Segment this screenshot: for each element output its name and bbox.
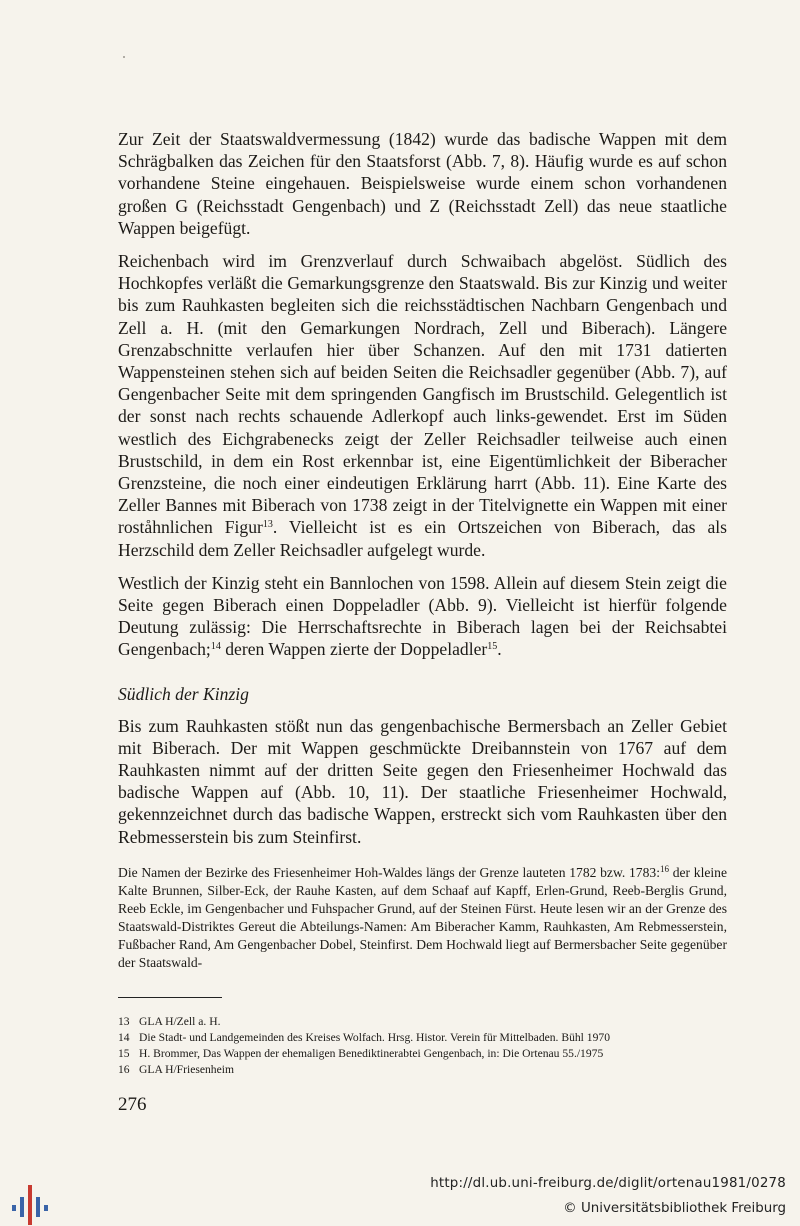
page-number: 276: [118, 1094, 147, 1115]
footnote-text: GLA H/Zell a. H.: [139, 1015, 221, 1028]
footnote-number: 13: [118, 1015, 130, 1028]
small-paragraph-text-b: der kleine Kalte Brunnen, Silber-Eck, der Rauhe Kasten, auf dem Schaaf auf Kapff, Erlen-Grund, Reeb-Berglis Grund, Reeb Eckle, im Gengenbacher und Fuhspacher Grund, auf der Steinen Fürst. Heute lesen wir an der Grenze des Staatswald-Distriktes Gereut die Abteilungs-Namen: Am Biberacher Kamm, Rauhkasten, Am Rebmesserstein, Fußbacher Rand, Am Gengenbacher Dobel, Steinfirst. Dem Hochwald liegt auf Bermersbacher Seite gegenüber der Staatswald-: [118, 864, 727, 970]
section-paragraph: Bis zum Rauhkasten stößt nun das gengenbachische Bermersbach an Zeller Gebiet mit Biberach. Der mit Wappen geschmückte Dreibannstein von 1767 auf dem Rauhkasten nimmt auf der dritten Seite gegen den Friesenheimer Hochwald das badische Wappen auf (Abb. 10, 11). Der staatliche Friesenheimer Hochwald, gekennzeichnet durch das badische Wappen, erstreckt sich vom Rauhkasten über den Rebmesserstein bis zum Steinfirst.: [118, 715, 727, 847]
paragraph-3-text-a: Westlich der Kinzig steht ein Bannlochen von 1598. Allein auf diesem Stein zeigt die Seite gegen Biberach einen Doppeladler (Abb. 9). Vielleicht ist hierfür folgende Deutung zulässig: Die Herrschaftsrechte in Biberach lagen bei der Reichsabtei Gengenbach;: [118, 572, 727, 660]
footnote-number: 14: [118, 1031, 130, 1044]
footnote-14: [118, 1030, 738, 1046]
page-body: [118, 128, 727, 972]
footnote-13: [118, 1014, 738, 1030]
paragraph-1: Zur Zeit der Staatswaldvermessung (1842) wurde das badische Wappen mit dem Schrägbalken das Zeichen für den Staatsforst (Abb. 7, 8). Häufig wurde es auf schon vorhandene Steine eingehauen. Beispielsweise wurde einem schon vorhandenen großen G (Reichsstadt Gengenbach) und Z (Reichsstadt Zell) das neue staatliche Wappen beigefügt.: [118, 129, 727, 238]
small-paragraph-text-a: Die Namen der Bezirke des Friesenheimer Hoh-Waldes längs der Grenze lauteten 1782 bzw. 1783:: [118, 864, 660, 880]
footnote-divider: [118, 997, 222, 998]
ub-freiburg-logo-icon[interactable]: [8, 1175, 56, 1225]
paragraph-2: [118, 250, 727, 561]
footnote-number: 15: [118, 1047, 130, 1060]
small-print-paragraph: [118, 864, 727, 972]
footnote-number: 16: [118, 1063, 130, 1076]
footnote-text: GLA H/Friesenheim: [139, 1063, 234, 1076]
footnote-ref-14[interactable]: 14: [210, 641, 221, 653]
paragraph-2-text-a: Reichenbach wird im Grenzverlauf durch Schwaibach abgelöst. Südlich des Hochkopfes verläßt die Gemarkungsgrenze den Staatswald. Bis zur Kinzig und weiter bis zum Rauhkasten begleiten sich die reichsstädtischen Nachbarn Gengenbach und Zell a. H. (mit den Gemarkungen Nordrach, Zell und Biberach). Längere Grenzabschnitte verlaufen hier über Schanzen. Auf den mit 1731 datierten Wappensteinen stehen sich auf beiden Seiten die Reichsadler gegenüber (Abb. 7), auf Gengenbacher Seite mit dem springenden Gangfisch im Brustschild. Gelegentlich ist der sonst nach rechts schauende Adlerkopf auch links-gewendet. Erst im Süden westlich des Eichgrabenecks zeigt der Zeller Reichsadler teilweise auch einen Brustschild, in dem ein Rost erkennbar ist, eine Eigentümlichkeit der Biberacher Grenzsteine, die noch einer eindeutigen Erklärung harrt (Abb. 11). Eine Karte des Zeller Bannes mit Biberach von 1738 zeigt in der Titelvignette ein Wappen mit einer roståhnlichen Figur: [118, 251, 727, 538]
section-heading: Südlich der Kinzig: [118, 683, 249, 704]
footnote-16: [118, 1062, 738, 1078]
viewer-footer: [0, 1168, 800, 1226]
permalink-url[interactable]: http://dl.ub.uni-freiburg.de/diglit/ortenau1981/0278: [430, 1176, 786, 1191]
footnote-text: H. Brommer, Das Wappen der ehemaligen Benediktinerabtei Gengenbach, in: Die Ortenau 55./1975: [139, 1047, 604, 1060]
footnote-ref-15[interactable]: 15: [487, 641, 498, 653]
paragraph-2-text-b: . Vielleicht ist es ein Ortszeichen von Biberach, das als Herzschild dem Zeller Reichsadler aufgelegt wurde.: [118, 517, 727, 560]
footnote-text: Die Stadt- und Landgemeinden des Kreises Wolfach. Hrsg. Histor. Verein für Mittelbaden. Bühl 1970: [139, 1031, 610, 1044]
copyright-notice: © Universitätsbibliothek Freiburg: [563, 1201, 786, 1216]
footnote-15: [118, 1046, 738, 1062]
paragraph-3: [118, 572, 727, 661]
scan-speck: [123, 56, 125, 58]
footnotes: [118, 1014, 738, 1078]
paragraph-3-text-b: deren Wappen zierte der Doppeladler: [220, 639, 488, 660]
footnote-ref-13[interactable]: 13: [262, 519, 273, 531]
footnote-ref-16[interactable]: 16: [659, 863, 669, 874]
paragraph-3-text-c: .: [497, 639, 502, 660]
